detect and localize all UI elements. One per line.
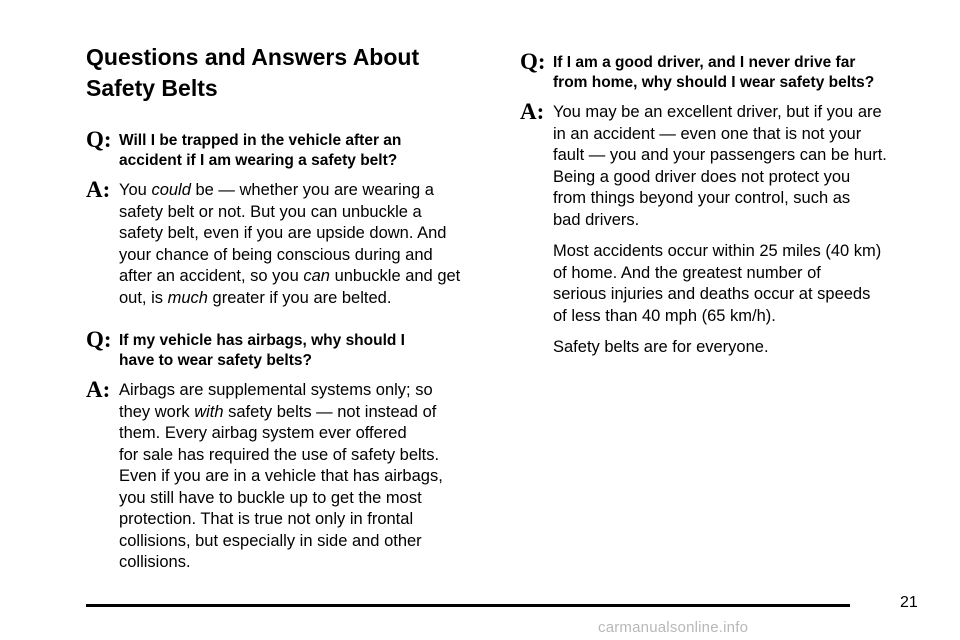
answer-text-2: [119, 378, 506, 574]
answer-text-1: [119, 178, 506, 309]
question-line: have to wear safety belts?: [119, 352, 312, 369]
answer-block-1: [86, 178, 506, 309]
answer-text-3: [553, 100, 940, 359]
q-marker: Q:: [86, 127, 112, 152]
answer-paragraph: Safety belts are for everyone.: [553, 338, 769, 356]
answer-block-2: [86, 378, 506, 574]
section-title-line-1: Questions and Answers About: [86, 44, 420, 70]
section-title-line-2: Safety Belts: [86, 75, 218, 101]
a-marker: A:: [86, 377, 111, 402]
question-line: If my vehicle has airbags, why should I: [119, 332, 405, 349]
answer-paragraph: Airbags are supplemental systems only; so they work with safety belts — not instead of them. Every airbag system ever offered for sale has required the use of safety belts. Even if you are in a vehicle that has airbags, you still have to buckle up to get the most protection. That is true not only in frontal collisions, but especially in side and other collisions.: [119, 381, 443, 571]
question-line: Will I be trapped in the vehicle after an: [119, 132, 402, 149]
answer-paragraph: You could be — whether you are wearing a safety belt or not. But you can unbuckle a safety belt, even if you are upside down. And your chance of being conscious during and after an accident, so you can unbuckle and get out, is much greater if you are belted.: [119, 181, 461, 307]
question-text-2: [119, 328, 506, 371]
answer-block-3: [520, 100, 940, 359]
question-text-3: [553, 50, 940, 93]
footer-rule: [86, 604, 850, 607]
watermark: carmanualsonline.info: [598, 619, 749, 636]
question-text-1: [119, 128, 506, 171]
question-line: from home, why should I wear safety belts?: [553, 74, 875, 91]
q-marker: Q:: [86, 327, 112, 352]
question-line: If I am a good driver, and I never drive far: [553, 54, 856, 71]
a-marker: A:: [86, 177, 111, 202]
answer-paragraph: Most accidents occur within 25 miles (40 km) of home. And the greatest number of serious injuries and deaths occur at speeds of less than 40 mph (65 km/h).: [553, 242, 882, 325]
a-marker: A:: [520, 99, 545, 124]
page-number: 21: [900, 594, 918, 611]
answer-paragraph: You may be an excellent driver, but if you are in an accident — even one that is not your fault — you and your passengers can be hurt. Being a good driver does not protect you from things beyond your control, such as bad drivers.: [553, 103, 887, 229]
question-block-3: [520, 50, 940, 93]
question-block-2: [86, 328, 506, 371]
q-marker: Q:: [520, 49, 546, 74]
section-title: [86, 42, 419, 104]
question-block-1: [86, 128, 506, 171]
question-line: accident if I am wearing a safety belt?: [119, 152, 398, 169]
